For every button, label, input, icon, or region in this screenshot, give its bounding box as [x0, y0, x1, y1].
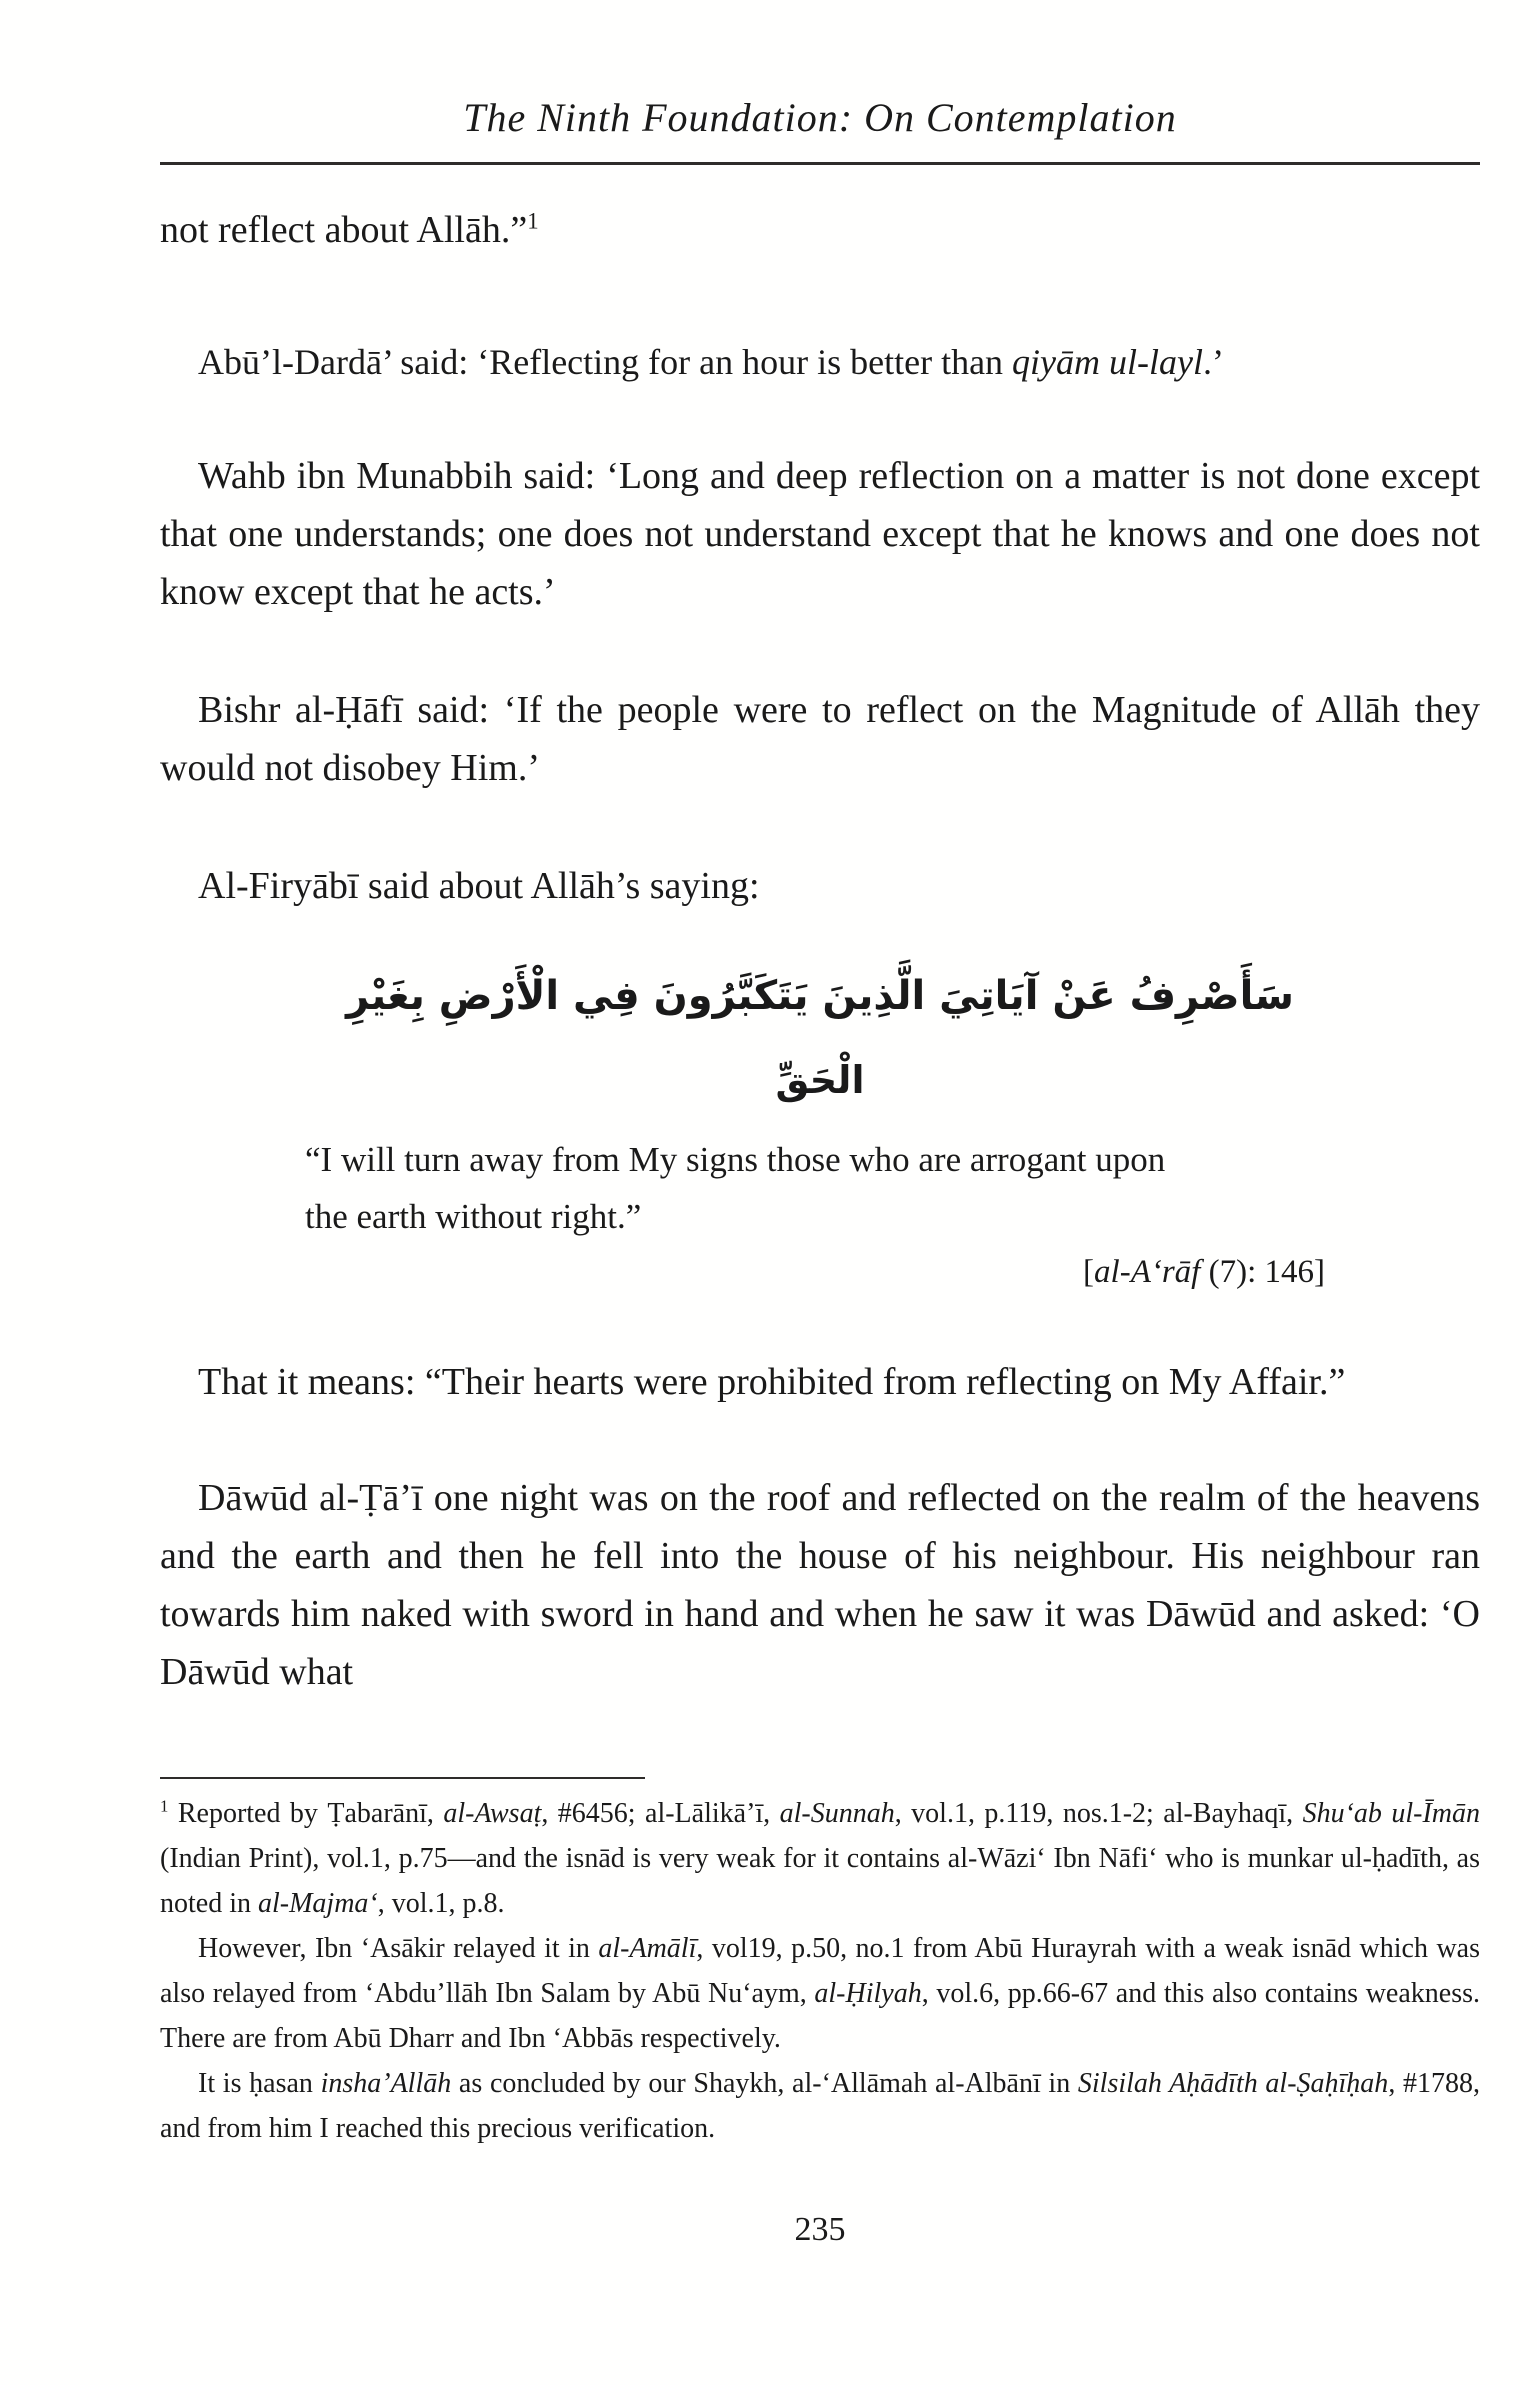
- paragraph-wahb-ibn-munabbih-quote: Wahb ibn Munabbih said: ‘Long and deep reflection on a matter is not done except that one understands; one does not understand except that he knows and one does not know except that he acts.’: [160, 455, 1480, 613]
- quran-arabic-calligraphy-line-2: الْحَقِّ: [775, 1058, 865, 1102]
- quran-arabic-calligraphy-line-1: سَأَصْرِفُ عَنْ آيَاتِيَ الَّذِينَ يَتَكَبَّرُونَ فِي الْأَرْضِ بِغَيْرِ: [346, 973, 1294, 1019]
- paragraph-dawud-al-tai-story: Dāwūd al-Ṭā’ī one night was on the roof and reflected on the realm of the heavens and the earth and then he fell into the house of his neighbour. His neighbour ran towards him naked with sword in hand and when he saw it was Dāwūd and asked: ‘O Dāwūd what: [160, 1477, 1480, 1693]
- paragraph-opening-continuation: not reflect about Allāh.”$^1$: [160, 208, 539, 251]
- page-number: 235: [794, 2211, 846, 2248]
- paragraph-bishr-al-hafi-quote: Bishr al-Ḥāfī said: ‘If the people were to reflect on the Magnitude of Allāh they would not disobey Him.’: [160, 689, 1480, 789]
- paragraph-meaning-explanation: That it means: “Their hearts were prohibited from reflecting on My Affair.”: [198, 1361, 1346, 1403]
- chapter-header-title: The Ninth Foundation: On Contemplation: [463, 95, 1177, 140]
- quran-verse-citation: [al-A‘rāf (7): 146]: [1083, 1254, 1325, 1290]
- quran-translation-line-2: the earth without right.”: [305, 1197, 642, 1236]
- quran-translation-line-1: “I will turn away from My signs those who are arrogant upon: [305, 1140, 1166, 1179]
- footnote-separator-rule: [160, 1777, 645, 1779]
- header-rule: [160, 162, 1480, 165]
- text-block: [160, 90, 1480, 2251]
- footnote-1-part-3: It is ḥasan insha’Allāh as concluded by our Shaykh, al-‘Allāmah al-Albānī in Silsilah Aḥādīth al-Ṣaḥīḥah, #1788, and from him I reached this precious verification.: [160, 2068, 1480, 2144]
- paragraph-abul-darda-quote: Abū’l-Dardā’ said: ‘Reflecting for an hour is better than qiyām ul-layl.’: [198, 342, 1224, 382]
- footnote-1-part-1: $^1$ Reported by Ṭabarānī, al-Awsaṭ, #6456; al-Lālikā’ī, al-Sunnah, vol.1, p.119, nos.1-2; al-Bayhaqī, Shu‘ab ul-Īmān (Indian Print), vol.1, p.75—and the isnād is very weak for it contains al-Wāzi‘ Ibn Nāfi‘ who is munkar ul-ḥadīth, as noted in al-Majma‘, vol.1, p.8.: [160, 1796, 1481, 1919]
- paragraph-al-firyabi-intro: Al-Firyābī said about Allāh’s saying:: [198, 865, 760, 907]
- quran-translation-block: [305, 1131, 1480, 1245]
- footnote-1-part-2: However, Ibn ‘Asākir relayed it in al-Amālī, vol19, p.50, no.1 from Abū Hurayrah with a weak isnād which was also relayed from ‘Abdu’llāh Ibn Salam by Abū Nu‘aym, al-Ḥilyah, vol.6, pp.66-67 and this also contains weakness. There are from Abū Dharr and Ibn ‘Abbās respectively.: [160, 1933, 1480, 2054]
